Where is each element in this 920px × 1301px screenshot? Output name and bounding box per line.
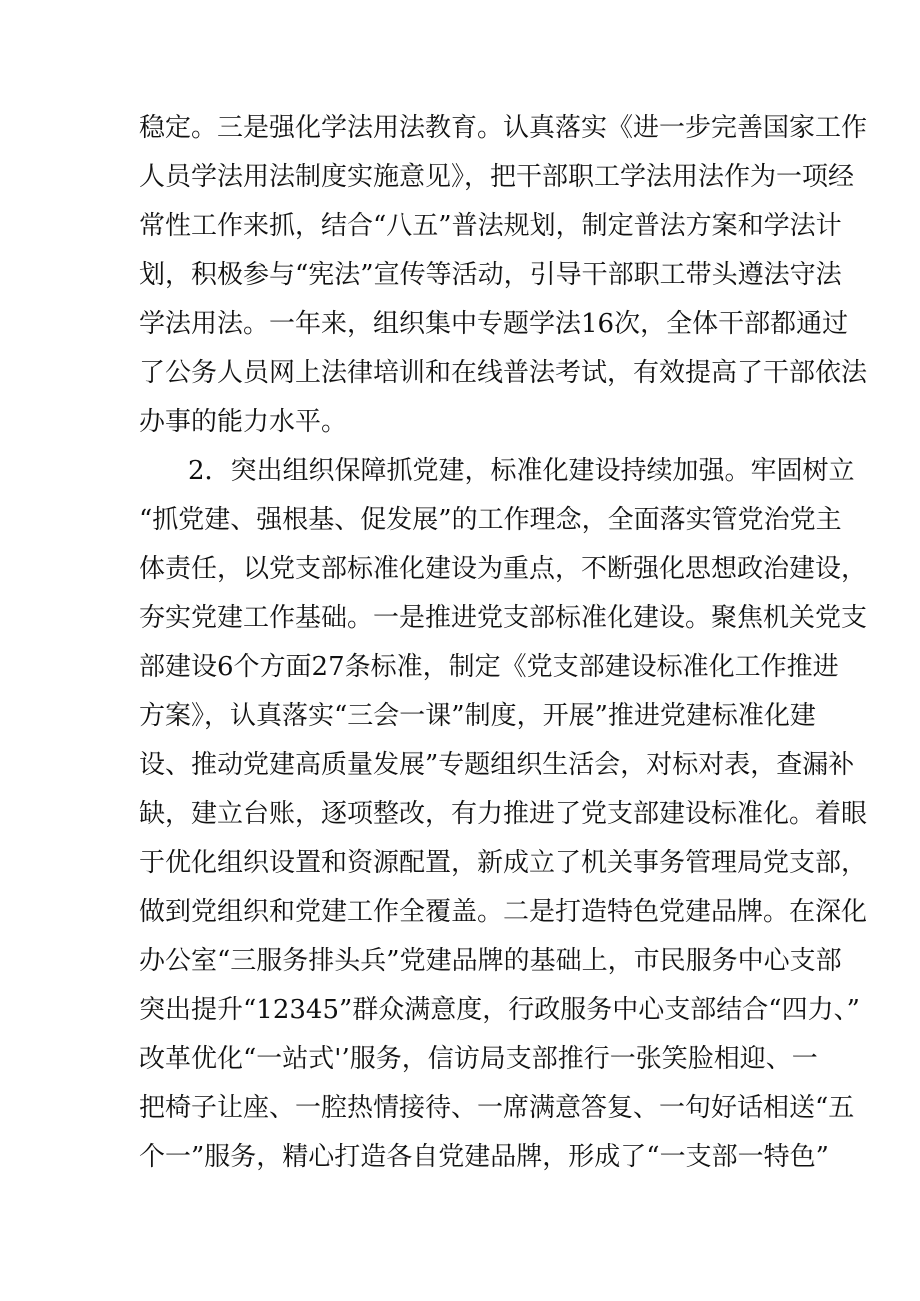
text-line: 体责任，以党支部标准化建设为重点，不断强化思想政治建设，	[139, 554, 868, 584]
text-line: 个一”服务，精心打造各自党建品牌，形成了“一支部一特色”	[139, 1142, 829, 1172]
text-line: 于优化组织设置和资源配置，新成立了机关事务管理局党支部，	[139, 848, 868, 878]
paragraph-heading-line: 2．突出组织保障抓党建，标准化建设持续加强。牢固树立	[188, 456, 855, 486]
text-line: 改革优化“一站式'’服务，信访局支部推行一张笑脸相迎、一	[139, 1044, 818, 1074]
text-line: 办公室“三服务排头兵”党建品牌的基础上，市民服务中心支部	[139, 946, 842, 976]
text-line: 部建设6个方面27条标准，制定《党支部建设标准化工作推进	[139, 652, 839, 682]
text-line: 方案》，认真落实“三会一课”制度，开展”推进党建标准化建	[139, 701, 816, 731]
text-line: 夯实党建工作基础。一是推进党支部标准化建设。聚焦机关党支	[139, 603, 868, 633]
text-line: 常性工作来抓，结合“八五”普法规划，制定普法方案和学法计	[139, 211, 842, 241]
text-line: 划，积极参与“宪法”宣传等活动，引导干部职工带头遵法守法	[139, 260, 842, 290]
text-line: 把椅子让座、一腔热情接待、一席满意答复、一句好话相送“五	[139, 1093, 855, 1123]
text-line: 了公务人员网上法律培训和在线普法考试，有效提高了干部依法	[139, 358, 868, 388]
text-line: 突出提升“12345”群众满意度，行政服务中心支部结合“四力、”	[139, 995, 860, 1025]
text-line: 设、推动党建高质量发展”专题组织生活会，对标对表，查漏补	[139, 750, 855, 780]
text-line: 缺，建立台账，逐项整改，有力推进了党支部建设标准化。着眼	[139, 799, 868, 829]
text-line: 做到党组织和党建工作全覆盖。二是打造特色党建品牌。在深化	[139, 897, 868, 927]
text-line: 人员学法用法制度实施意见》，把干部职工学法用法作为一项经	[139, 162, 855, 192]
text-line: 学法用法。一年来，组织集中专题学法16次，全体干部都通过	[139, 309, 849, 339]
text-line: “抓党建、强根基、促发展”的工作理念，全面落实管党治党主	[139, 505, 842, 535]
text-line: 稳定。三是强化学法用法教育。认真落实《进一步完善国家工作	[139, 113, 868, 143]
text-line: 办事的能力水平。	[139, 407, 348, 437]
